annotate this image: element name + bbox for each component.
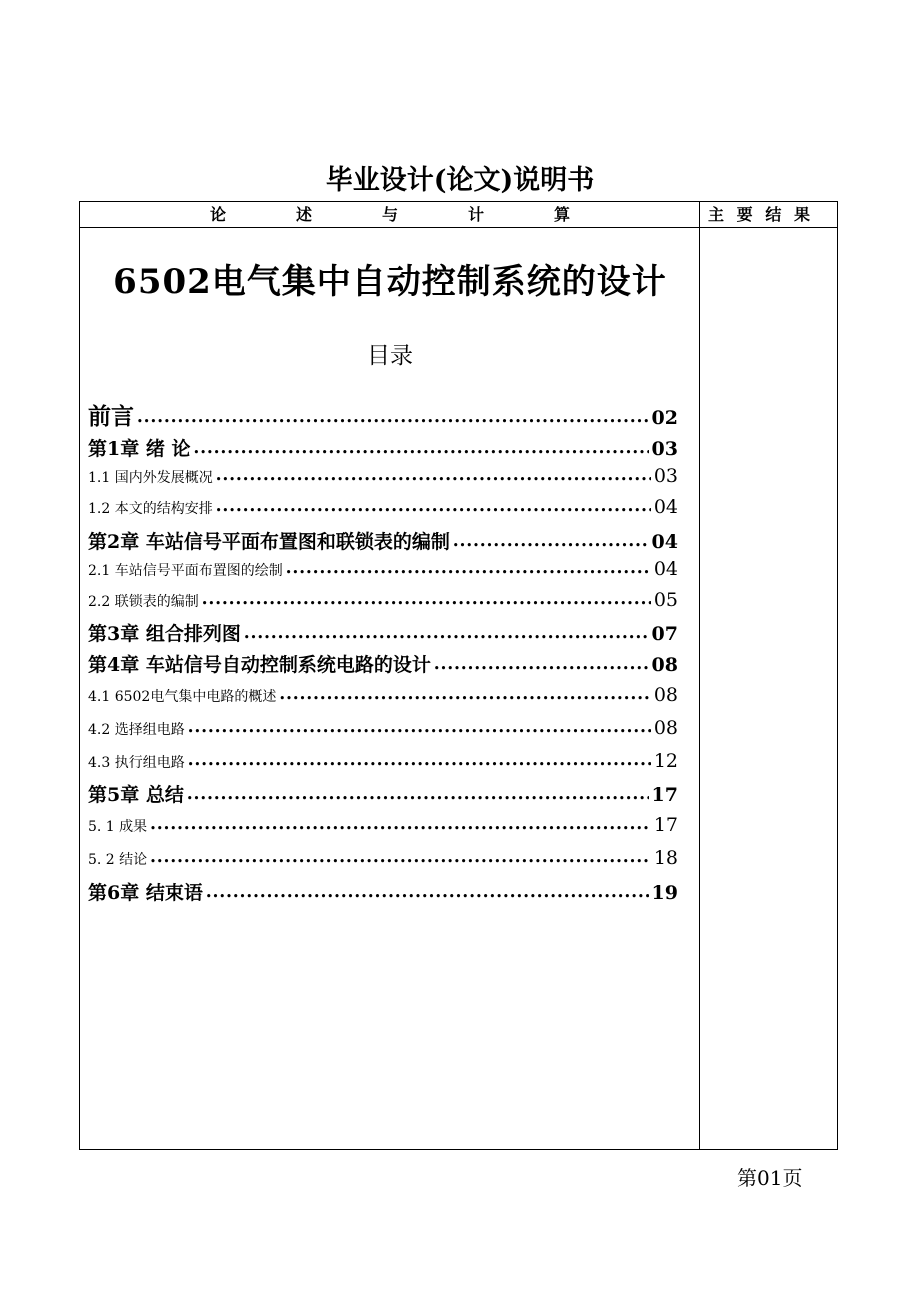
document-frame: [79, 201, 838, 1150]
toc-entry: [88, 717, 678, 739]
toc-entry: [88, 496, 678, 518]
toc-entry-page: 02: [651, 407, 678, 429]
toc-leader-dots: [286, 563, 651, 579]
toc-leader-dots: [434, 654, 649, 676]
toc-entry: [88, 750, 678, 772]
page-number: 第01页: [737, 1166, 803, 1190]
toc-entry-label: 第1章 绪 论: [88, 438, 191, 460]
toc-entry-page: 08: [653, 717, 678, 739]
toc-leader-dots: [453, 531, 649, 553]
toc-entry: [88, 398, 678, 431]
toc-entry: [88, 558, 678, 580]
toc-entry: [88, 465, 678, 487]
toc-leader-dots: [188, 755, 651, 771]
toc-entry: [88, 650, 678, 677]
toc-entry: [88, 589, 678, 611]
toc-entry-label: 第3章 组合排列图: [88, 623, 241, 645]
toc-entry: [88, 527, 678, 554]
toc-entry-label: 1.2 本文的结构安排: [88, 501, 213, 517]
toc-entry-page: 19: [651, 882, 678, 904]
toc-entry: [88, 878, 678, 905]
toc-leader-dots: [206, 882, 649, 904]
toc-entry-label: 第4章 车站信号自动控制系统电路的设计: [88, 654, 431, 676]
toc-entry-label: 2.2 联锁表的编制: [88, 594, 199, 610]
toc-leader-dots: [216, 501, 651, 517]
toc-entry-label: 1.1 国内外发展概况: [88, 470, 213, 486]
header-char: 要: [736, 205, 753, 224]
toc-entry-label: 第6章 结束语: [88, 882, 203, 904]
header-char: 果: [793, 205, 810, 224]
header-char: 结: [765, 205, 782, 224]
header-discussion-calculation: [210, 203, 570, 227]
header-char: 主: [708, 205, 725, 224]
toc-entry-page: 03: [653, 465, 678, 487]
toc-entry-label: 第2章 车站信号平面布置图和联锁表的编制: [88, 531, 450, 553]
toc-entry: [88, 847, 678, 869]
toc-leader-dots: [216, 470, 651, 486]
toc-entry-page: 17: [653, 814, 678, 836]
toc-leader-dots: [187, 784, 649, 806]
toc-entry: [88, 619, 678, 646]
document-title: 毕业设计(论文)说明书: [325, 165, 595, 196]
toc-entry-page: 12: [653, 750, 678, 772]
header-char: 论: [210, 205, 227, 224]
toc-entry-label: 第5章 总结: [88, 784, 184, 806]
toc-entry-page: 08: [651, 654, 678, 676]
toc-entry: [88, 780, 678, 807]
toc-entry-page: 04: [653, 496, 678, 518]
toc-leader-dots: [150, 819, 651, 835]
toc-entry: [88, 814, 678, 836]
toc-entry-page: 05: [653, 589, 678, 611]
toc-entry-page: 17: [651, 784, 678, 806]
main-title: 6502电气集中自动控制系统的设计: [113, 262, 667, 302]
toc-leader-dots: [279, 689, 650, 705]
toc-leader-dots: [202, 594, 651, 610]
toc-leader-dots: [244, 623, 649, 645]
toc-entry-label: 4.1 6502电气集中电路的概述: [88, 689, 277, 705]
header-char: 算: [553, 205, 570, 224]
toc-leader-dots: [193, 438, 648, 460]
toc-entry-label: 前言: [88, 403, 134, 430]
toc-leader-dots: [137, 403, 649, 430]
toc-entry-label: 5. 1 成果: [88, 819, 148, 835]
toc-entry: [88, 684, 678, 706]
header-char: 述: [295, 205, 312, 224]
header-main-results: [708, 203, 810, 227]
toc-entry-page: 03: [651, 438, 678, 460]
toc-entry-label: 5. 2 结论: [88, 852, 148, 868]
header-char: 计: [467, 205, 484, 224]
header-divider: [80, 227, 837, 228]
toc-leader-dots: [188, 722, 651, 738]
toc-entry-page: 18: [653, 847, 678, 869]
toc-leader-dots: [150, 852, 651, 868]
toc-entry-page: 04: [653, 558, 678, 580]
header-char: 与: [381, 205, 398, 224]
toc-entry-label: 4.3 执行组电路: [88, 755, 185, 771]
toc-entry-page: 07: [651, 623, 678, 645]
toc-entry: [88, 434, 678, 461]
toc-entry-page: 08: [653, 684, 678, 706]
toc-entry-label: 2.1 车站信号平面布置图的绘制: [88, 563, 283, 579]
toc-entry-page: 04: [651, 531, 678, 553]
toc-heading: 目录: [367, 343, 413, 369]
toc-entry-label: 4.2 选择组电路: [88, 722, 185, 738]
